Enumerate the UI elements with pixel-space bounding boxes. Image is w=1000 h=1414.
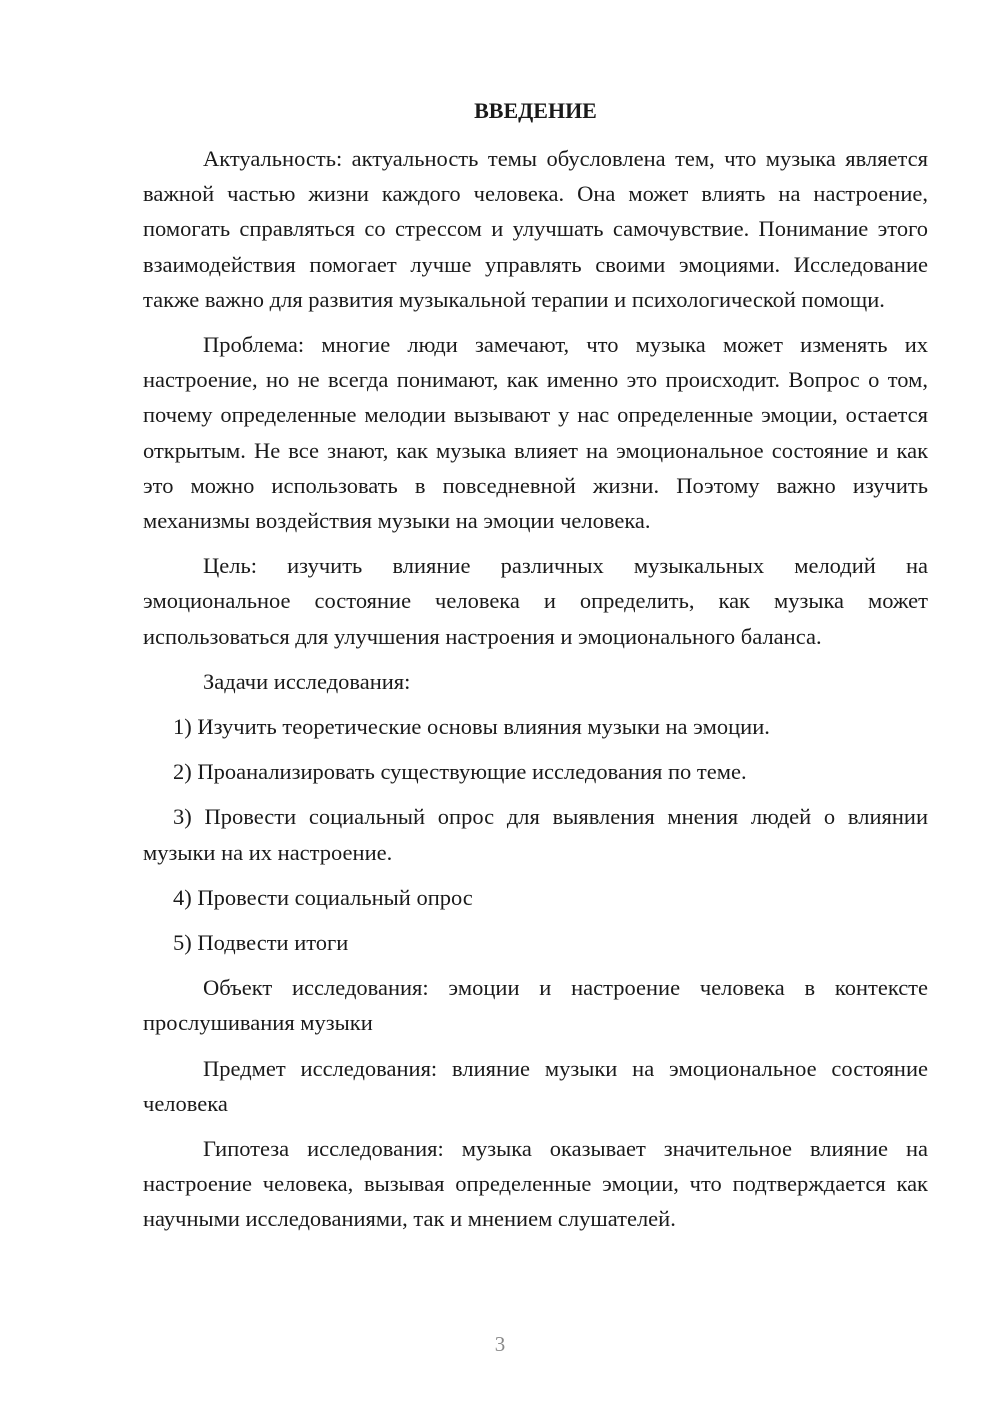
- relevance-paragraph: Актуальность: актуальность темы обусловлена тем, что музыка является важной частью жизни каждого человека. Она может влиять на настроение, помогать справляться со стрессом и улучшать самочувствие. Понимание этого взаимодействия помогает лучше управлять своими эмоциями. Исследование также важно для развития музыкальной терапии и психологической помощи.: [143, 146, 928, 312]
- task-item-1: 1) Изучить теоретические основы влияния музыки на эмоции.: [173, 714, 770, 740]
- page-number: 3: [494, 1332, 506, 1356]
- hypothesis-paragraph: Гипотеза исследования: музыка оказывает значительное влияние на настроение человека, вызывая определенные эмоции, что подтверждается как научными исследованиями, так и мнением слушателей.: [143, 1136, 928, 1232]
- object-paragraph: Объект исследования: эмоции и настроение человека в контексте прослушивания музыки: [143, 975, 928, 1036]
- task-item-4: 4) Провести социальный опрос: [173, 884, 473, 910]
- subject-paragraph: Предмет исследования: влияние музыки на эмоциональное состояние человека: [143, 1055, 928, 1116]
- page-content: [143, 96, 928, 1247]
- task-item-5: 5) Подвести итоги: [173, 930, 349, 956]
- goal-paragraph: Цель: изучить влияние различных музыкальных мелодий на эмоциональное состояние человека и определить, как музыка может использоваться для улучшения настроения и эмоционального баланса.: [143, 553, 928, 649]
- task-item-3: 3) Провести социальный опрос для выявления мнения людей о влиянии музыки на их настроение.: [143, 804, 928, 865]
- tasks-heading: Задачи исследования:: [203, 668, 411, 694]
- problem-paragraph: Проблема: многие люди замечают, что музыка может изменять их настроение, но не всегда понимают, как именно это происходит. Вопрос о том, почему определенные мелодии вызывают у нас определенные эмоции, остается открытым. Не все знают, как музыка влияет на эмоциональное состояние и как это можно использовать в повседневной жизни. Поэтому важно изучить механизмы воздействия музыки на эмоции человека.: [143, 332, 928, 534]
- page-title: ВВЕДЕНИЕ: [474, 98, 597, 123]
- task-item-2: 2) Проанализировать существующие исследования по теме.: [173, 759, 747, 785]
